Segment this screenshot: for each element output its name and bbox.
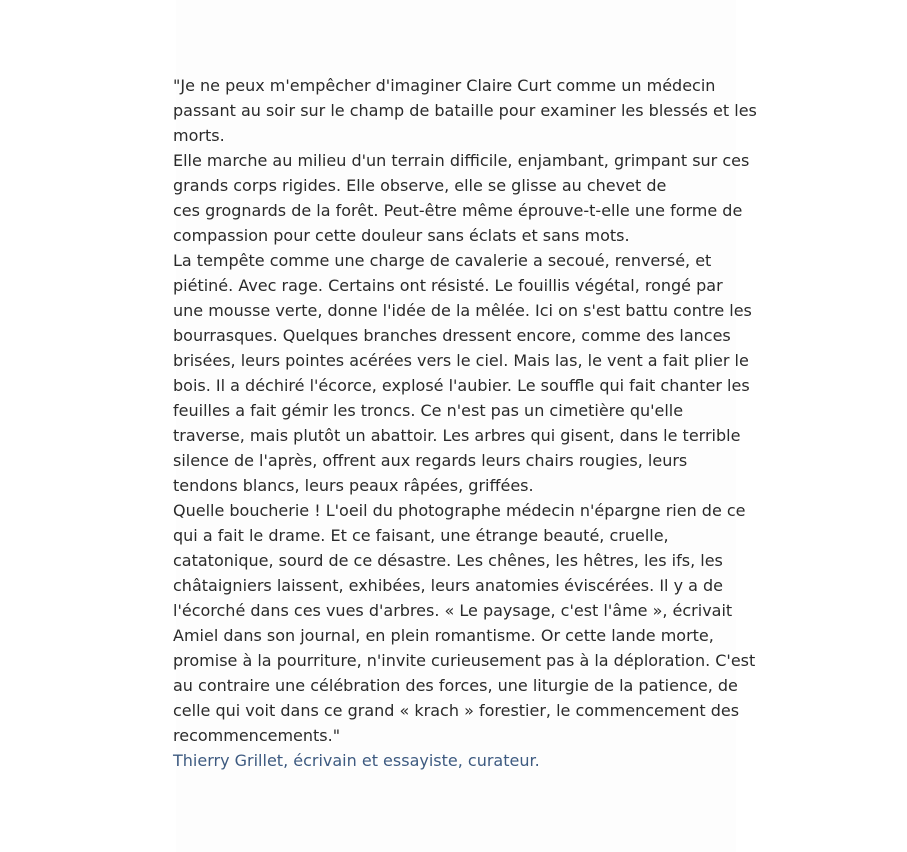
quote-line: au contraire une célébration des forces, une liturgie de la patience, de [173,676,738,695]
quote-line: morts. [173,126,225,145]
quote-attribution: Thierry Grillet, écrivain et essayiste, curateur. [173,751,540,770]
quote-line: l'écorché dans ces vues d'arbres. « Le paysage, c'est l'âme », écrivait [173,601,733,620]
quote-line: passant au soir sur le champ de bataille pour examiner les blessés et les [173,101,757,120]
quote-line: feuilles a fait gémir les troncs. Ce n'est pas un cimetière qu'elle [173,401,684,420]
quote-line: compassion pour cette douleur sans éclats et sans mots. [173,226,630,245]
quote-line: La tempête comme une charge de cavalerie a secoué, renversé, et [173,251,712,270]
quote-line: bois. Il a déchiré l'écorce, explosé l'aubier. Le souffle qui fait chanter les [173,376,750,395]
quote-line: tendons blancs, leurs peaux râpées, griffées. [173,476,534,495]
quote-line: promise à la pourriture, n'invite curieusement pas à la déploration. C'est [173,651,756,670]
quote-line: une mousse verte, donne l'idée de la mêlée. Ici on s'est battu contre les [173,301,752,320]
quote-text [173,73,757,748]
quote-line: silence de l'après, offrent aux regards leurs chairs rougies, leurs [173,451,688,470]
quote-line: "Je ne peux m'empêcher d'imaginer Claire Curt comme un médecin [173,76,716,95]
quote-article [173,73,757,773]
quote-line: qui a fait le drame. Et ce faisant, une étrange beauté, cruelle, [173,526,669,545]
quote-line: Quelle boucherie ! L'oeil du photographe médecin n'épargne rien de ce [173,501,746,520]
quote-line: Amiel dans son journal, en plein romantisme. Or cette lande morte, [173,626,714,645]
quote-line: traverse, mais plutôt un abattoir. Les arbres qui gisent, dans le terrible [173,426,741,445]
quote-line: ces grognards de la forêt. Peut-être même éprouve-t-elle une forme de [173,201,743,220]
quote-line: recommencements." [173,726,341,745]
quote-line: piétiné. Avec rage. Certains ont résisté. Le fouillis végétal, rongé par [173,276,723,295]
quote-line: catatonique, sourd de ce désastre. Les chênes, les hêtres, les ifs, les [173,551,723,570]
quote-line: bourrasques. Quelques branches dressent encore, comme des lances [173,326,731,345]
quote-line: châtaigniers laissent, exhibées, leurs anatomies éviscérées. Il y a de [173,576,724,595]
quote-line: brisées, leurs pointes acérées vers le ciel. Mais las, le vent a fait plier le [173,351,749,370]
quote-line: grands corps rigides. Elle observe, elle se glisse au chevet de [173,176,667,195]
quote-line: celle qui voit dans ce grand « krach » forestier, le commencement des [173,701,740,720]
quote-line: Elle marche au milieu d'un terrain difficile, enjambant, grimpant sur ces [173,151,750,170]
